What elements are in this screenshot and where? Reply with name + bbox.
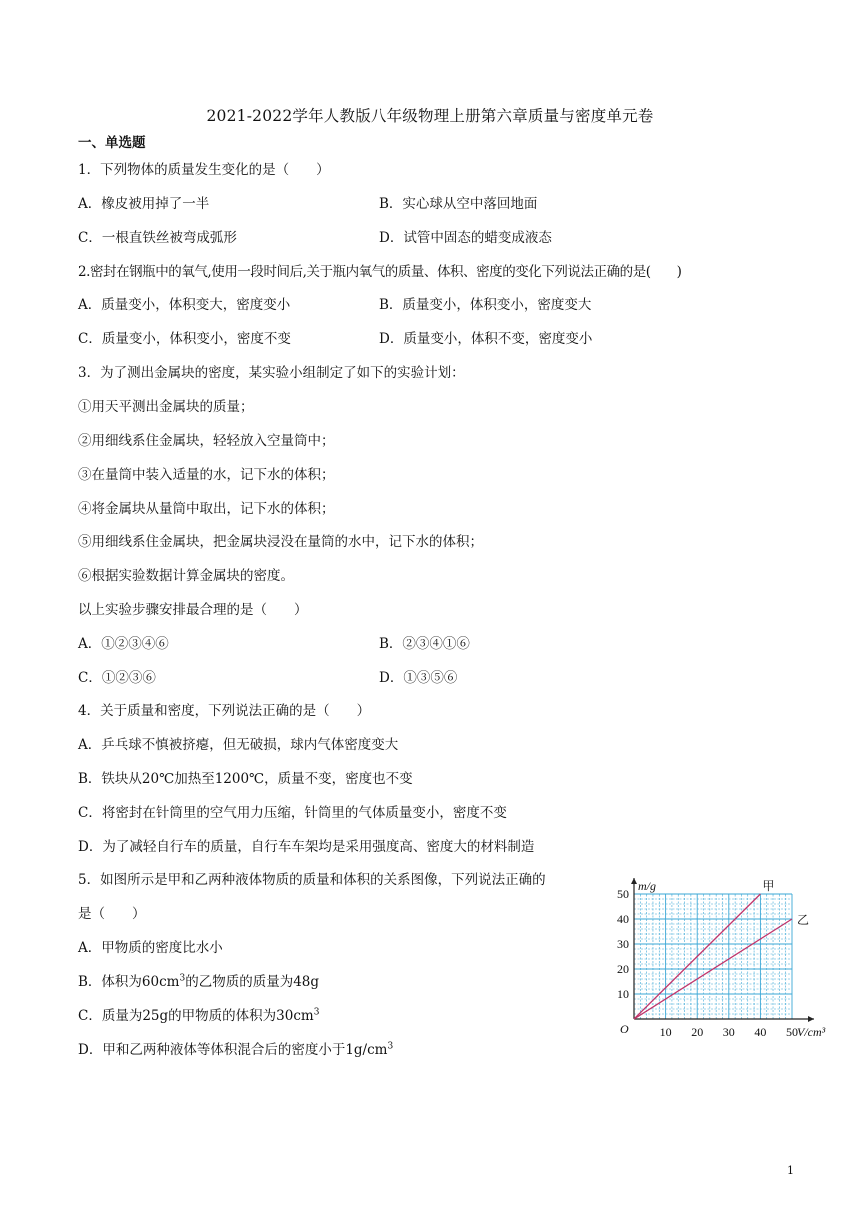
origin-label: O [620,1022,629,1036]
question-4-stem: 4．关于质量和密度，下列说法正确的是（ ） [78,703,371,719]
series-label-2: 乙 [797,913,810,927]
document-title: 2021-2022学年人教版八年级物理上册第六章质量与密度单元卷 [206,107,654,125]
q2-option-c: C．质量变小，体积变小，密度不变 [78,331,291,347]
q3-option-a: A．①②③④⑥ [78,636,169,652]
q3-ask: 以上实验步骤安排最合理的是（ ） [78,602,308,618]
q1-option-a: A．橡皮被用掉了一半 [78,196,210,212]
series-label-1: 甲 [762,879,775,893]
y-tick-label: 20 [617,962,629,976]
q1-option-d: D．试管中固态的蜡变成液态 [379,230,552,246]
question-5-stem-cont: 是（ ） [78,906,146,922]
q4-option-d: D．为了减轻自行车的质量，自行车车架均是采用强度高、密度大的材料制造 [78,839,535,855]
q3-option-d: D．①③⑤⑥ [379,670,458,686]
q3-step: ②用细线系住金属块，轻轻放入空量筒中； [78,433,335,449]
x-axis-label: V/cm³ [797,1025,826,1039]
q3-option-b: B．②③④①⑥ [379,636,470,652]
q5-option-c: C．质量为25g的甲物质的体积为$30cm^3$ [78,1007,320,1024]
q3-option-c: C．①②③⑥ [78,670,156,686]
y-tick-label: 50 [617,887,629,901]
x-axis-arrow [808,1016,814,1022]
question-3-stem: 3．为了测出金属块的密度，某实验小组制定了如下的实验计划： [78,365,465,381]
q3-step: ④将金属块从量筒中取出，记下水的体积； [78,501,335,517]
q4-option-b: B．铁块从20℃加热至1200℃，质量不变，密度也不变 [78,771,413,787]
section-heading: 一、单选题 [78,135,146,151]
y-axis-label: m/g [638,879,656,893]
q3-step: ⑥根据实验数据计算金属块的密度。 [78,568,294,584]
y-axis-arrow [631,878,637,884]
q2-option-d: D．质量变小，体积不变，密度变小 [379,331,593,347]
mass-volume-chart [608,866,838,1046]
q2-option-a: A．质量变小，体积变大，密度变小 [78,297,291,313]
q1-option-c: C．一根直铁丝被弯成弧形 [78,230,237,246]
page-number: 1 [787,1164,794,1177]
q4-option-c: C．将密封在针筒里的空气用力压缩，针筒里的气体质量变小，密度不变 [78,805,507,821]
q5-option-d: D．甲和乙两种液体等体积混合后的密度小于$1g/cm^3$ [78,1041,394,1058]
q3-step: ①用天平测出金属块的质量； [78,399,254,415]
question-2-stem: 2.密封在钢瓶中的氧气,使用一段时间后,关于瓶内氧气的质量、体积、密度的变化下列说法正确的是( ) [78,264,682,280]
x-tick-label: 30 [722,1025,735,1039]
chart-svg [608,866,838,1046]
y-tick-label: 40 [617,912,629,926]
x-tick-label: 40 [754,1025,767,1039]
q3-step: ⑤用细线系住金属块，把金属块浸没在量筒的水中，记下水的体积； [78,534,483,550]
x-tick-label: 10 [659,1025,672,1039]
q4-option-a: A．乒乓球不慎被挤瘪，但无破损，球内气体密度变大 [78,737,399,753]
q5-option-b: B．体积为$60cm^3$的乙物质的质量为48g [78,973,320,990]
q3-step: ③在量筒中装入适量的水，记下水的体积； [78,467,335,483]
q1-option-b: B．实心球从空中落回地面 [379,196,538,212]
y-tick-label: 30 [617,937,629,951]
q2-option-b: B．质量变小，体积变小，密度变大 [379,297,592,313]
question-1-stem: 1．下列物体的质量发生变化的是（ ） [78,162,330,178]
x-tick-label: 50 [786,1025,798,1039]
y-tick-label: 10 [617,987,629,1001]
x-tick-label: 20 [691,1025,704,1039]
question-5-stem: 5．如图所示是甲和乙两种液体物质的质量和体积的关系图像，下列说法正确的 [78,872,546,888]
q5-option-a: A．甲物质的密度比水小 [78,940,223,956]
